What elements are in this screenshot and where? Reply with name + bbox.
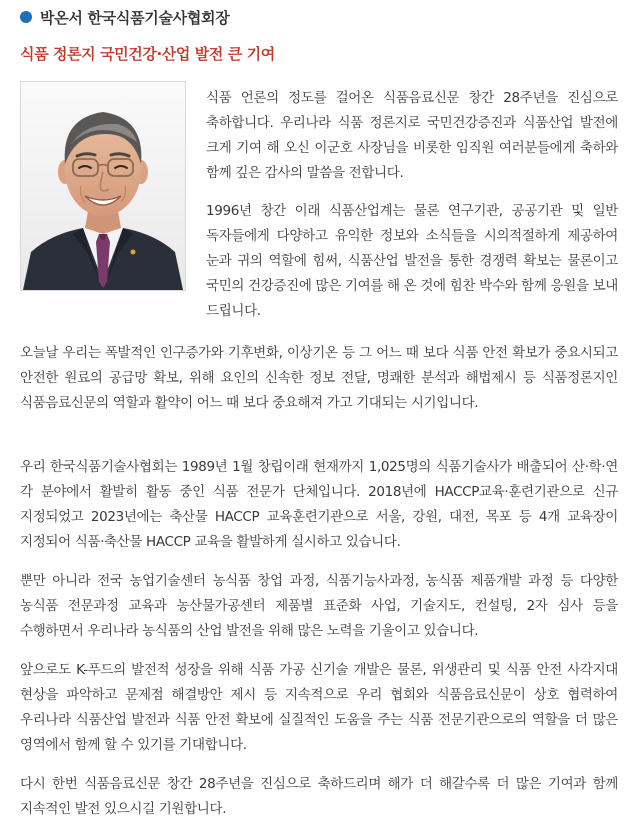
paragraph-3: 오늘날 우리는 폭발적인 인구증가와 기후변화, 이상기온 등 그 어느 때 보다 식품 안전 확보가 중요시되고 안전한 원료의 공급망 확보, 위해 요인의 신속한 정보 전달, 명쾌한 분석과 해법제시 등 식품정론지인 식품음료신문의 역할과 활약이 어느 때 보다 중요해져 가고 기대되는 시기입니다. [20, 345, 618, 411]
paragraph-4: 우리 한국식품기술사협회는 1989년 1월 창립이래 현재까지 1,025명의 식품기술사가 배출되어 산·학·연 각 분야에서 활발히 활동 중인 식품 전문가 단체입니다. 2018년에 HACCP교육·훈련기관으로 신규 지정되었고 2023년에는 축산물 HACCP 교육훈련기관으로 서울, 강원, 대전, 목포 등 4개 교육장이 지정되어 식품·축산물 HACCP 교육을 활발하게 실시하고 있습니다. [20, 459, 618, 550]
paragraph-6: 앞으로도 K-푸드의 발전적 성장을 위해 식품 가공 신기술 개발은 물론, 위생관리 및 식품 안전 사각지대 현상을 파악하고 문제점 해결방안 제시 등 지속적으로 우리 협회와 식품음료신문이 상호 협력하여 우리나라 식품산업 발전과 식품 안전 확보에 실질적인 도움을 주는 식품 전문기관으로의 역할을 더 많은 영역에서 함께 할 수 있기를 기대합니다. [20, 662, 618, 753]
portrait-illustration [21, 82, 185, 290]
byline [20, 6, 229, 28]
paragraph-7: 다시 한번 식품음료신문 창간 28주년을 진심으로 축하드리며 해가 더 해갈수록 더 많은 기여과 함께 지속적인 발전 있으시길 기원합니다. [20, 776, 618, 817]
paragraph-2: 1996년 창간 이래 식품산업계는 물론 연구기관, 공공기관 및 일반 독자들에게 다양하고 유익한 정보와 소식들을 시의적절하게 제공하여 눈과 귀의 역할에 힘써, 식품산업 발전을 통한 경쟁력 확보는 물론이고 국민의 건강증진에 많은 기여를 해 온 것에 힘찬 박수와 함께 응원을 보내 드립니다. [206, 203, 618, 319]
portrait-photo [20, 81, 186, 291]
byline-text: 박온서 한국식품기술사협회장 [40, 8, 230, 27]
blue-circle-bullet-icon [20, 11, 32, 23]
paragraph-5: 뿐만 아니라 전국 농업기술센터 농식품 창업 과정, 식품기능사과정, 농식품 제품개발 과정 등 다양한 농식품 전문과정 교육과 농산물가공센터 제품별 표준화 사업, 기술지도, 컨설팅, 2자 심사 등을 수행하면서 우리나라 농식품의 산업 발전을 위해 많은 노력을 기울이고 있습니다. [20, 573, 618, 639]
headline: 식품 정론지 국민건강·산업 발전 큰 기여 [20, 45, 275, 63]
paragraph-1: 식품 언론의 정도를 걸어온 식품음료신문 창간 28주년을 진심으로 축하합니다. 우리나라 식품 정론지로 국민건강증진과 식품산업 발전에 크게 기여 해 오신 이군호 사장님을 비롯한 임직원 여러분들에게 축하와 함께 깊은 감사의 말씀을 전합니다. [206, 90, 618, 181]
